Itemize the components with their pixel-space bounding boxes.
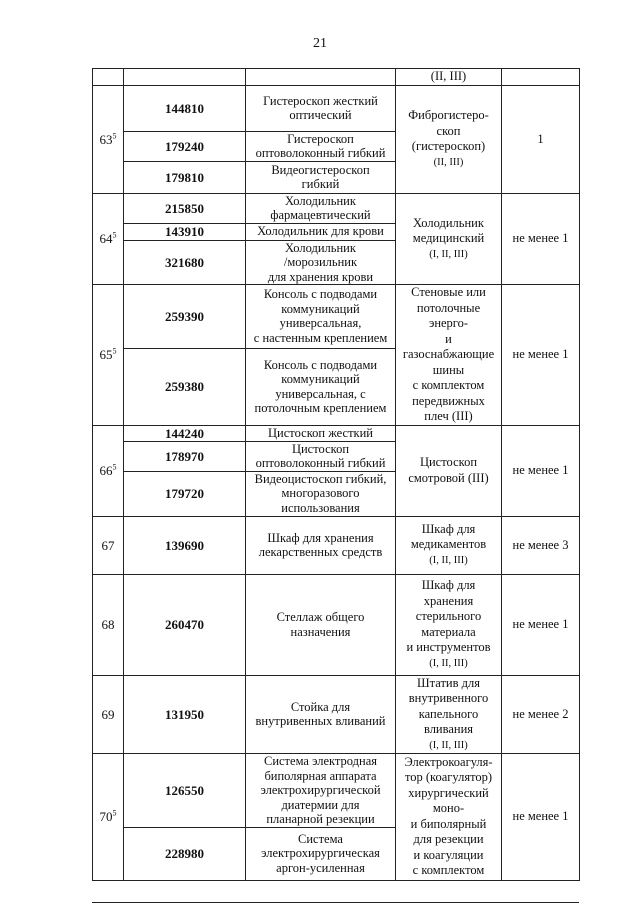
item-name <box>246 471 396 516</box>
text-line: стерильного <box>415 609 482 623</box>
text-line: Консоль с подводами <box>263 287 378 302</box>
quantity: 1 <box>502 85 580 193</box>
group-class: (II, III) <box>433 156 464 168</box>
text-line: Стеновые или <box>411 285 486 299</box>
item-code: 126550 <box>124 754 246 828</box>
text-line: (гистероскоп) <box>411 139 486 153</box>
text-line: Шкаф для <box>421 578 476 592</box>
text-line: медикаментов <box>410 537 487 552</box>
text-line: Цистоскоп <box>419 455 478 469</box>
row-number <box>93 425 124 516</box>
table-row <box>93 754 580 828</box>
page-number: 21 <box>313 36 327 51</box>
item-name <box>246 193 396 223</box>
group-class: (I, II, III) <box>429 739 468 751</box>
item-code: 144810 <box>124 85 246 131</box>
text-line: /морозильник <box>283 255 358 269</box>
text-line: фармацевтический <box>270 208 371 222</box>
item-name <box>246 441 396 471</box>
row-number-text: 65 <box>99 347 113 363</box>
item-code: 259380 <box>124 348 246 425</box>
text-line: оптоволоконный гибкий <box>255 456 386 470</box>
text-line: капельного <box>418 706 479 721</box>
equipment-table <box>92 68 580 881</box>
qty-cell <box>502 69 580 86</box>
text-line: для хранения крови <box>267 269 374 284</box>
text-line: плеч (III) <box>424 409 473 423</box>
footnote-mark: 5 <box>112 131 117 141</box>
text-line: энерго- <box>428 316 469 330</box>
item-name <box>246 285 396 349</box>
table-row <box>93 193 580 223</box>
text-line: электрохирургическая <box>261 846 380 861</box>
text-line: потолочные <box>416 300 481 315</box>
text-line: оптический <box>289 108 352 122</box>
table-row <box>93 85 580 131</box>
text-line: потолочным креплением <box>254 401 387 416</box>
group-name <box>396 516 502 574</box>
item-code: 215850 <box>124 193 246 223</box>
quantity: не менее 1 <box>502 193 580 285</box>
text-line: оптоволоконный гибкий <box>255 146 386 160</box>
group-name <box>396 85 502 193</box>
table-row <box>93 675 580 754</box>
text-line: с комплектом <box>412 863 485 878</box>
text-line: материала <box>421 624 476 639</box>
table-row <box>93 425 580 441</box>
table-row <box>93 574 580 675</box>
text-line: аргон-усиленная <box>276 860 365 875</box>
item-name <box>246 85 396 131</box>
text-line: Видеоцистоскоп гибкий, <box>254 471 387 486</box>
text-line: внутривенных вливаний <box>255 714 386 729</box>
text-line: Цистоскоп <box>291 441 350 456</box>
text-line: электрохирургической <box>260 783 381 797</box>
row-number <box>93 574 124 675</box>
text-line: Штатив для <box>417 675 480 690</box>
quantity: не менее 3 <box>502 516 580 574</box>
footnote-mark: 5 <box>112 230 117 240</box>
text-line: планарной резекции <box>266 812 375 826</box>
row-number-text: 66 <box>99 463 113 478</box>
item-code: 179240 <box>124 131 246 161</box>
footnote-mark: 5 <box>112 808 117 818</box>
text-line: использования <box>281 500 360 515</box>
text-line: для резекции <box>413 832 484 847</box>
text-line: шины <box>432 362 465 377</box>
item-name <box>246 574 396 675</box>
quantity: не менее 1 <box>502 425 580 516</box>
group-name <box>396 425 502 516</box>
item-code: 259390 <box>124 285 246 349</box>
text-line: и коагуляции <box>413 847 484 862</box>
table-row <box>93 285 580 349</box>
text-line: моно- <box>432 801 465 816</box>
text-line: Видеогистероскоп <box>271 162 370 177</box>
text-line: Шкаф для хранения <box>267 530 374 545</box>
item-code: 143910 <box>124 223 246 240</box>
text-line: с комплектом <box>412 378 485 392</box>
text-line: газоснабжающие <box>402 347 495 361</box>
text-line: Стеллаж общего <box>276 610 365 624</box>
text-line: назначения <box>290 624 351 639</box>
text-line: Шкаф для <box>421 521 476 536</box>
text-line: коммуникаций <box>281 372 360 387</box>
group-name <box>396 574 502 675</box>
text-line: Цистоскоп жесткий <box>268 425 373 440</box>
text-line: универсальная, с <box>275 386 366 401</box>
text-line: Холодильник <box>285 193 356 208</box>
code-cell <box>124 69 246 86</box>
text-line: Фиброгистеро- <box>408 108 489 122</box>
item-code: 321680 <box>124 240 246 285</box>
row-number-text: 64 <box>99 231 113 247</box>
text-line: вливания <box>423 722 474 736</box>
item-code: 131950 <box>124 675 246 754</box>
item-name <box>246 131 396 161</box>
text-line: хранения <box>423 593 474 608</box>
group-cell: (II, III) <box>396 69 502 86</box>
footnote-mark: 5 <box>112 462 117 472</box>
text-line: многоразового <box>281 486 360 501</box>
text-line: внутривенного <box>408 691 489 705</box>
group-class: (I, II, III) <box>429 248 468 260</box>
item-name <box>246 223 396 240</box>
item-code: 228980 <box>124 827 246 880</box>
row-number <box>93 675 124 754</box>
text-line: смотровой (III) <box>408 470 489 485</box>
row-number <box>93 193 124 285</box>
item-code: 260470 <box>124 574 246 675</box>
text-line: Система электродная <box>263 754 378 768</box>
text-line: и <box>445 331 452 346</box>
text-line: универсальная, <box>279 316 362 331</box>
text-line: биполярная аппарата <box>264 768 377 783</box>
item-name <box>246 425 396 441</box>
item-name <box>246 516 396 574</box>
item-name <box>246 754 396 828</box>
text-line: Стойка для <box>290 699 351 714</box>
item-code: 144240 <box>124 425 246 441</box>
text-line: Консоль с подводами <box>263 357 378 372</box>
name-cell <box>246 69 396 86</box>
text-line: Электрокоагуля- <box>404 754 493 769</box>
group-class: (I, II, III) <box>429 657 468 669</box>
item-code: 178970 <box>124 441 246 471</box>
group-name <box>396 285 502 426</box>
row-number-text: 69 <box>101 706 115 722</box>
quantity: не менее 1 <box>502 574 580 675</box>
text-line: и инструментов <box>406 640 491 654</box>
item-code: 179810 <box>124 161 246 193</box>
group-name <box>396 754 502 881</box>
text-line: Холодильник для крови <box>257 224 384 239</box>
text-line: тор (коагулятор) <box>404 770 493 785</box>
text-line: медицинский <box>412 231 485 245</box>
row-number-text: 70 <box>99 809 113 825</box>
group-class: (I, II, III) <box>429 554 468 566</box>
text-line: гибкий <box>301 177 340 191</box>
row-number-text: 63 <box>99 131 113 147</box>
item-name <box>246 675 396 754</box>
text-line: Гистероскоп жесткий <box>263 93 378 108</box>
text-line: Холодильник <box>285 240 356 255</box>
row-number <box>93 85 124 193</box>
text-line: и биполярный <box>410 816 487 831</box>
item-code: 179720 <box>124 471 246 516</box>
table-row <box>93 516 580 574</box>
text-line: коммуникаций <box>281 301 360 316</box>
group-name <box>396 193 502 285</box>
text-line: лекарственных средств <box>258 545 383 559</box>
quantity: не менее 1 <box>502 285 580 426</box>
table-bottom-edge <box>92 902 579 903</box>
quantity: не менее 2 <box>502 675 580 754</box>
text-line: с настенным креплением <box>253 330 388 345</box>
item-name <box>246 240 396 285</box>
text-line: передвижных <box>412 393 485 408</box>
text-line: Гистероскоп <box>287 131 354 146</box>
row-number-text: 68 <box>101 617 115 632</box>
table-row <box>93 69 580 86</box>
text-line: Холодильник <box>413 215 484 230</box>
footnote-mark: 5 <box>112 346 117 356</box>
row-number <box>93 285 124 426</box>
item-name <box>246 348 396 425</box>
quantity: не менее 1 <box>502 754 580 881</box>
row-number <box>93 754 124 881</box>
item-name <box>246 161 396 193</box>
text-line: Система <box>298 831 343 846</box>
row-number <box>93 516 124 574</box>
item-code: 139690 <box>124 516 246 574</box>
text-line: хирургический <box>408 785 489 800</box>
text-line: диатермии для <box>281 797 360 812</box>
row-number-text: 67 <box>101 537 115 553</box>
item-name <box>246 827 396 880</box>
text-line: скоп <box>436 123 461 138</box>
group-name <box>396 675 502 754</box>
num-cell <box>93 69 124 86</box>
